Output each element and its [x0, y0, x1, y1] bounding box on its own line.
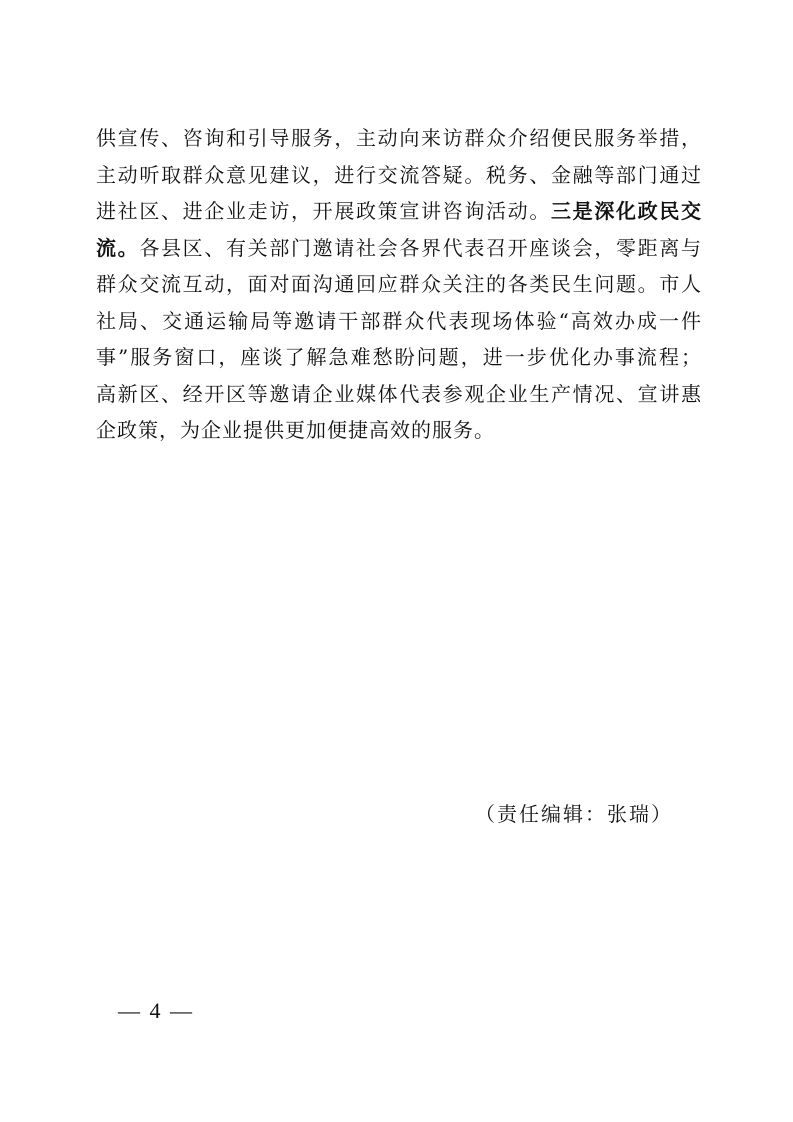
body-line [96, 303, 702, 340]
body-line [96, 339, 702, 376]
body-paragraph [96, 120, 702, 449]
bold-heading-text: 三是深化政民交 [551, 199, 703, 223]
body-line-text: 主动听取群众意见建议，进行交流答疑。税务、金融等部门通过 [96, 162, 702, 187]
body-line [96, 120, 702, 157]
body-line-text: 供宣传、咨询和引导服务，主动向来访群众介绍便民服务举措， [96, 126, 702, 150]
page-number: — 4 — [118, 998, 194, 1023]
body-line-text: 事”服务窗口，座谈了解急难愁盼问题，进一步优化办事流程； [96, 345, 702, 369]
responsible-editor-note: （责任编辑：张瑞） [475, 802, 673, 826]
body-line [96, 412, 702, 449]
body-line [96, 230, 702, 267]
body-line [96, 376, 702, 413]
body-line [96, 193, 702, 230]
body-line-text: 企政策，为企业提供更加便捷高效的服务。 [96, 418, 495, 442]
body-line [96, 266, 702, 303]
body-line-text: 进社区、进企业走访，开展政策宣讲咨询活动。 [96, 199, 551, 223]
body-line-text: 群众交流互动，面对面沟通回应群众关注的各类民生问题。市人 [96, 272, 702, 296]
body-line-text: 高新区、经开区等邀请企业媒体代表参观企业生产情况、宣讲惠 [96, 381, 702, 406]
body-line-text: 各县区、有关部门邀请社会各界代表召开座谈会，零距离与 [139, 235, 703, 260]
body-line [96, 157, 702, 194]
body-line-text: 社局、交通运输局等邀请干部群众代表现场体验“高效办成一件 [96, 308, 702, 333]
bold-heading-text: 流。 [96, 235, 140, 260]
